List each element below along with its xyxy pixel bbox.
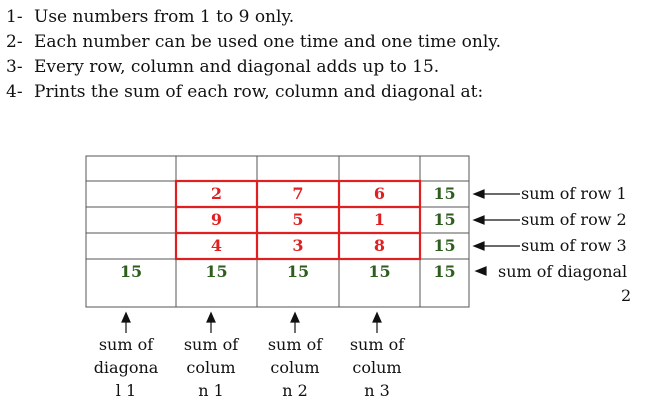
square-cell: 4 bbox=[210, 236, 223, 255]
row-sum: 15 bbox=[433, 210, 456, 229]
arrow-head-left-icon bbox=[474, 242, 484, 250]
rule-text: Each number can be used one time and one time only. bbox=[34, 32, 502, 52]
label-sum-column-2 bbox=[255, 333, 335, 402]
rule-number: 4- bbox=[6, 82, 23, 102]
square-cell: 1 bbox=[373, 210, 386, 229]
table-border bbox=[86, 156, 469, 307]
square-cell: 6 bbox=[373, 184, 386, 203]
label-line: n 1 bbox=[198, 381, 224, 400]
square-cell: 5 bbox=[292, 210, 304, 229]
label-sum-row-3: sum of row 3 bbox=[521, 236, 627, 255]
label-line: colum bbox=[270, 358, 320, 377]
arrow-head-left-icon bbox=[476, 267, 486, 275]
rule-number: 1- bbox=[6, 7, 23, 27]
label-line: l 1 bbox=[115, 381, 137, 400]
label-line: n 3 bbox=[364, 381, 390, 400]
arrow-up-icon bbox=[291, 313, 299, 322]
column-arrows bbox=[122, 313, 381, 333]
label-line: sum of bbox=[267, 335, 323, 354]
rule-number: 2- bbox=[6, 32, 23, 52]
rule-text: Every row, column and diagonal adds up to 15. bbox=[34, 57, 440, 77]
label-line: sum of bbox=[349, 335, 405, 354]
label-sum-diagonal-1 bbox=[86, 333, 166, 402]
arrow-up-icon bbox=[207, 313, 215, 322]
arrow-head-left-icon bbox=[474, 190, 484, 198]
square-cell: 3 bbox=[292, 236, 304, 255]
square-cell: 7 bbox=[292, 184, 304, 203]
square-cell: 2 bbox=[210, 184, 223, 203]
label-line: colum bbox=[352, 358, 402, 377]
column-sum: 15 bbox=[205, 262, 228, 281]
label-line: sum of bbox=[183, 335, 239, 354]
column-sum: 15 bbox=[368, 262, 391, 281]
label-sum-column-3 bbox=[337, 333, 417, 402]
rule-text: Use numbers from 1 to 9 only. bbox=[34, 7, 295, 27]
row-sum: 15 bbox=[433, 184, 456, 203]
row-sum: 15 bbox=[433, 236, 456, 255]
arrow-head-left-icon bbox=[474, 216, 484, 224]
label-line: sum of bbox=[98, 335, 154, 354]
label-sum-row-1: sum of row 1 bbox=[521, 184, 627, 203]
square-cell: 9 bbox=[210, 210, 223, 229]
arrow-up-icon bbox=[122, 313, 130, 322]
diagonal-2-sum: 15 bbox=[433, 262, 456, 281]
label-sum-column-1 bbox=[171, 333, 251, 402]
label-sum-diagonal-2: sum of diagonal bbox=[498, 262, 628, 281]
column-sum: 15 bbox=[286, 262, 310, 281]
diagonal-1-sum: 15 bbox=[119, 262, 143, 281]
arrow-up-icon bbox=[373, 313, 381, 322]
label-line: colum bbox=[186, 358, 236, 377]
label-line: diagona bbox=[93, 358, 159, 377]
label-sum-diagonal-2-number: 2 bbox=[621, 286, 632, 305]
grid-lines bbox=[86, 156, 469, 307]
rule-number: 3- bbox=[6, 57, 23, 77]
square-cell: 8 bbox=[373, 236, 386, 255]
rule-text: Prints the sum of each row, column and diagonal at: bbox=[34, 82, 484, 102]
label-sum-row-2: sum of row 2 bbox=[521, 210, 627, 229]
label-line: n 2 bbox=[282, 381, 308, 400]
